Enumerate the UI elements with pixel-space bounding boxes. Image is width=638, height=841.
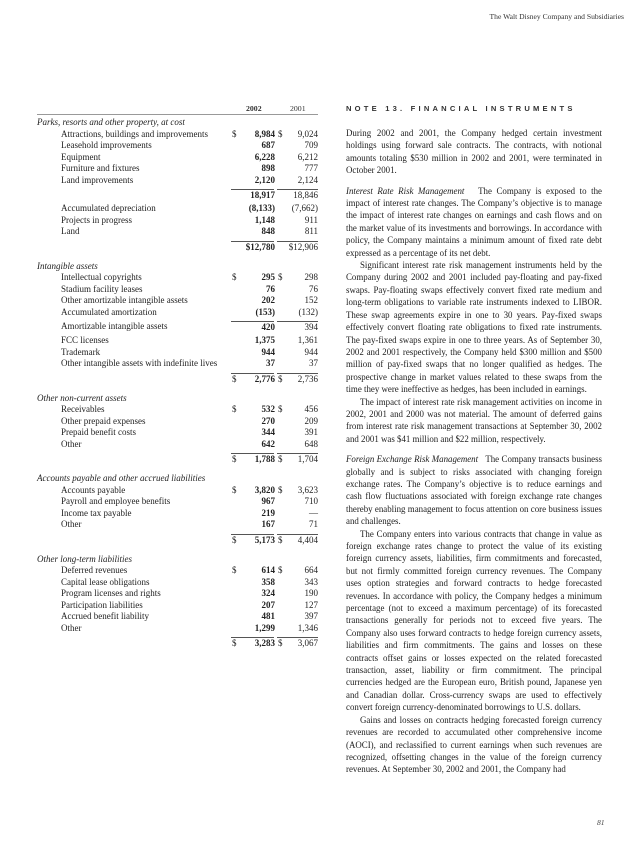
value-2002: 37 [266, 358, 275, 368]
table-row [37, 623, 318, 635]
value-2002: 642 [261, 438, 275, 449]
value-2001: (7,662) [291, 203, 318, 213]
value-2001: 76 [309, 283, 318, 294]
value-2002: 5,173 [254, 534, 275, 545]
value-2001: 127 [304, 599, 318, 610]
value-2001: 664 [304, 565, 318, 575]
currency-2001: $ [278, 454, 283, 464]
table-row [37, 203, 318, 215]
section-title-text: Parks, resorts and other property, at cost [37, 117, 185, 127]
row-label: Income tax payable [61, 507, 132, 518]
row-label: Other [61, 438, 82, 449]
currency-2002: $ [232, 565, 237, 575]
currency-2001: $ [278, 484, 283, 495]
value-2001: 3,623 [297, 484, 318, 495]
value-2002: 532 [261, 404, 275, 414]
value-2002: 614 [261, 565, 275, 575]
total-row [37, 453, 318, 467]
value-2001: $12,906 [288, 241, 318, 252]
row-label: Intellectual copyrights [61, 272, 142, 282]
row-label: Other intangible assets with indefinite lives [61, 358, 218, 368]
paragraph-foreign-exchange [346, 453, 602, 527]
row-label: Accumulated amortization [61, 306, 157, 317]
section-title [37, 393, 318, 405]
total-row [37, 189, 318, 203]
value-2001: 2,124 [297, 174, 318, 185]
total-row [37, 373, 318, 387]
value-2002: 1,148 [254, 214, 275, 225]
table-row [37, 565, 318, 577]
value-2001: 911 [304, 214, 318, 225]
paragraph-contracts: The Company enters into various contracts that change in value as foreign exchange rates change to protect the value of its existing foreign currency assets, liabilities, firm commitments and forecasted, but not firmly committed foreign currency revenues. The Company uses option strategies and forward contracts to hedge forecasted revenues. In accordance with policy, the Company hedges a minimum percentage (not to exceed a maximum percentage) of its forecasted transactions generally for periods not to exceed five years. The Company also uses forward contracts to hedge foreign currency assets, liabilities and firm commitments. The gains and losses on these contracts offset gains or losses expected on the related forecasted transaction, asset, liability or firm commitment. The principal currencies hedged are the European euro, British pound, Japanese yen and Canadian dollar. Cross-currency swaps are used to effectively convert foreign currency-denominated borrowings to U.S. dollars. [346, 528, 602, 713]
row-label: Stadium facility leases [61, 283, 143, 294]
value-2001: (132) [298, 306, 318, 317]
value-2002: 1,788 [254, 454, 275, 464]
value-2002: 295 [261, 272, 275, 282]
row-label: Other [61, 622, 82, 633]
currency-2001: $ [278, 272, 283, 282]
value-2001: 4,404 [297, 534, 318, 545]
column-header-rule [37, 114, 318, 115]
currency-2001: $ [278, 565, 283, 575]
section-title [37, 473, 318, 485]
table-row [37, 404, 318, 416]
value-2002: $12,780 [245, 241, 275, 252]
row-label: Amortizable intangible assets [61, 321, 168, 331]
row-label: Trademark [61, 346, 101, 357]
row-label: FCC licenses [61, 335, 109, 345]
value-2001: 944 [304, 346, 318, 357]
paragraph-interest-rate-text: The Company is exposed to the impact of interest rate changes. The Company’s objective is to manage the impact of interest rate changes on earnings and cash flows and on the market value of its investments and borrowings. In accordance with policy, the Company maintains a minimum amount of fixed rate debt expressed as a percentage of its net debt. [346, 185, 602, 258]
column-header-2001: 2001 [290, 104, 306, 113]
value-2002: 481 [261, 611, 275, 621]
value-2002: 324 [261, 588, 275, 598]
row-label: Other amortizable intangible assets [61, 295, 188, 305]
row-label: Capital lease obligations [61, 576, 150, 587]
table-row [37, 175, 318, 187]
row-label: Accrued benefit liability [61, 611, 149, 621]
paragraph-interest-rate [346, 185, 602, 259]
value-2001: 1,361 [297, 335, 318, 345]
table-row [37, 140, 318, 152]
value-2001: 209 [304, 415, 318, 426]
table-row [37, 519, 318, 531]
value-2002: 848 [261, 226, 275, 236]
row-label: Accounts payable [61, 484, 126, 495]
row-label: Equipment [61, 151, 101, 162]
note-title: NOTE 13. FINANCIAL INSTRUMENTS [346, 104, 576, 113]
value-2002: 420 [261, 322, 275, 332]
row-label: Deferred revenues [61, 565, 128, 575]
total-row [37, 534, 318, 548]
value-2001: 811 [304, 226, 318, 236]
table-row [37, 508, 318, 520]
value-2001: 190 [304, 588, 318, 598]
table-row [37, 215, 318, 227]
value-2001: 152 [304, 295, 318, 305]
section-title-text: Other non-current assets [37, 392, 127, 403]
value-2002: 202 [261, 295, 275, 305]
table-row [37, 588, 318, 600]
value-2001: 397 [304, 611, 318, 621]
value-2001: 18,846 [293, 190, 318, 200]
page-number: 81 [597, 818, 605, 827]
section-title [37, 117, 318, 129]
currency-2002: $ [232, 373, 237, 384]
value-2002: 3,283 [254, 638, 275, 648]
value-2002: 167 [261, 519, 275, 529]
section-title-text: Other long-term liabilities [37, 553, 132, 564]
row-label: Other [61, 519, 82, 529]
row-label: Receivables [61, 404, 105, 414]
currency-2002: $ [232, 534, 237, 545]
currency-2001: $ [278, 128, 283, 139]
table-row [37, 226, 318, 238]
value-2002: 76 [266, 283, 275, 294]
paragraph-foreign-exchange-text: The Company transacts business globally and is subject to risks associated with changing foreign exchange rates. The Company’s objective is to reduce earnings and cash flow fluctuations associated with foreign exchange rate changes thereby enabling management to focus attention on core business issues and challenges. [346, 454, 602, 527]
row-label: Furniture and fixtures [61, 163, 140, 173]
table-row [37, 347, 318, 359]
value-2002: 207 [261, 599, 275, 610]
total-row [37, 321, 318, 335]
table-row [37, 272, 318, 284]
paragraph-swaps: Significant interest rate risk management instruments held by the Company during 2002 and 2001 included pay-floating and pay-fixed swaps. Pay-floating swaps effectively convert fixed rate medium and long-term obligations to variable rate instruments indexed to LIBOR. These swap agreements expire in one to 30 years. Pay-fixed swaps effectively convert floating rate obligations to fixed rate instruments. The pay-fixed swaps expire in one to three years. As of September 30, 2002 and 2001 respectively, the Company held $300 million and $500 million of pay-fixed swaps that no longer qualified as hedges. The prospective change in market values related to these swaps from the time they were ineffective as hedges, has been included in earnings. [346, 260, 602, 395]
table-row [37, 335, 318, 347]
table-row [37, 284, 318, 296]
value-2002: 344 [261, 427, 275, 437]
currency-2001: $ [278, 404, 283, 414]
value-2001: 648 [304, 438, 318, 449]
balance-detail-table [37, 117, 318, 651]
subheading-foreign-exchange: Foreign Exchange Risk Management [346, 454, 479, 465]
row-label: Accumulated depreciation [61, 203, 156, 213]
table-row [37, 577, 318, 589]
table-row [37, 152, 318, 164]
value-2002: 2,776 [254, 373, 275, 384]
row-label: Other prepaid expenses [61, 415, 146, 426]
table-row [37, 295, 318, 307]
row-label: Land improvements [61, 174, 134, 185]
value-2001: — [309, 507, 318, 518]
value-2002: 898 [261, 163, 275, 173]
value-2002: 967 [261, 496, 275, 506]
value-2001: 709 [304, 140, 318, 150]
value-2001: 391 [304, 427, 318, 437]
value-2001: 6,212 [297, 151, 318, 162]
currency-2001: $ [278, 373, 283, 384]
value-2001: 9,024 [297, 128, 318, 139]
total-row [37, 241, 318, 255]
value-2002: 687 [261, 140, 275, 150]
value-2002: (153) [255, 306, 275, 317]
table-row [37, 358, 318, 370]
table-row [37, 416, 318, 428]
value-2002: 270 [261, 415, 275, 426]
value-2001: 37 [309, 358, 318, 368]
currency-2002: $ [232, 484, 237, 495]
row-label: Prepaid benefit costs [61, 427, 136, 437]
row-label: Land [61, 226, 80, 236]
value-2001: 2,736 [297, 373, 318, 384]
paragraph-hedging: During 2002 and 2001, the Company hedged certain investment holdings using forward sale contracts. The contracts, with notional amounts totaling $530 million in 2002 and 2001, were terminated in October 2001. [346, 128, 602, 176]
value-2002: 3,820 [254, 484, 275, 495]
row-label: Projects in progress [61, 214, 132, 225]
subheading-interest-rate: Interest Rate Risk Management [346, 185, 465, 196]
currency-2002: $ [232, 404, 237, 414]
table-row [37, 129, 318, 141]
value-2002: 358 [261, 576, 275, 587]
value-2001: 3,067 [297, 638, 318, 648]
table-row [37, 496, 318, 508]
table-row [37, 600, 318, 612]
value-2001: 456 [304, 404, 318, 414]
section-title-text: Accounts payable and other accrued liabilities [37, 473, 206, 483]
value-2002: 18,917 [250, 190, 275, 200]
value-2001: 394 [304, 322, 318, 332]
value-2001: 710 [304, 496, 318, 506]
currency-2001: $ [278, 638, 283, 648]
paragraph-gains-losses: Gains and losses on contracts hedging forecasted foreign currency revenues are recorded to accumulated other comprehensive income (AOCI), and reclassified to current earnings when such revenues are recognized, offsetting changes in the value of the foreign currency revenues. At September 30, 2002 and 2001, the Company had [346, 714, 602, 775]
row-label: Payroll and employee benefits [61, 496, 171, 506]
value-2001: 777 [304, 163, 318, 173]
column-header-2002: 2002 [246, 104, 262, 113]
value-2002: 219 [261, 507, 275, 518]
value-2002: 944 [261, 346, 275, 357]
table-row [37, 485, 318, 497]
currency-2002: $ [232, 454, 237, 464]
table-row [37, 163, 318, 175]
row-label: Participation liabilities [61, 599, 143, 610]
currency-2001: $ [278, 534, 283, 545]
row-label: Leasehold improvements [61, 140, 152, 150]
value-2001: 343 [304, 576, 318, 587]
value-2002: 6,228 [254, 151, 275, 162]
currency-2002: $ [232, 272, 237, 282]
value-2002: 8,984 [254, 128, 275, 139]
section-title [37, 261, 318, 273]
value-2001: 298 [304, 272, 318, 282]
section-title-text: Intangible assets [37, 260, 98, 271]
table-row [37, 611, 318, 623]
value-2001: 1,346 [297, 622, 318, 633]
section-title [37, 554, 318, 566]
value-2002: 2,120 [254, 174, 275, 185]
row-label: Attractions, buildings and improvements [61, 128, 208, 139]
note-body [346, 127, 602, 776]
running-header: The Walt Disney Company and Subsidiaries [489, 12, 624, 21]
row-label: Program licenses and rights [61, 588, 161, 598]
total-row [37, 637, 318, 651]
currency-2002: $ [232, 128, 237, 139]
value-2002: (8,133) [248, 203, 275, 213]
table-row [37, 439, 318, 451]
table-row [37, 427, 318, 439]
paragraph-impact: The impact of interest rate risk management activities on income in 2002, 2001 and 2000 was not material. The amount of deferred gains from interest rate risk management transactions at September 30, 2002 and 2001 was $41 million and $22 million, respectively. [346, 396, 602, 444]
value-2001: 71 [309, 519, 318, 529]
value-2002: 1,375 [254, 335, 275, 345]
value-2002: 1,299 [254, 622, 275, 633]
value-2001: 1,704 [297, 454, 318, 464]
table-row [37, 307, 318, 319]
currency-2002: $ [232, 638, 237, 648]
